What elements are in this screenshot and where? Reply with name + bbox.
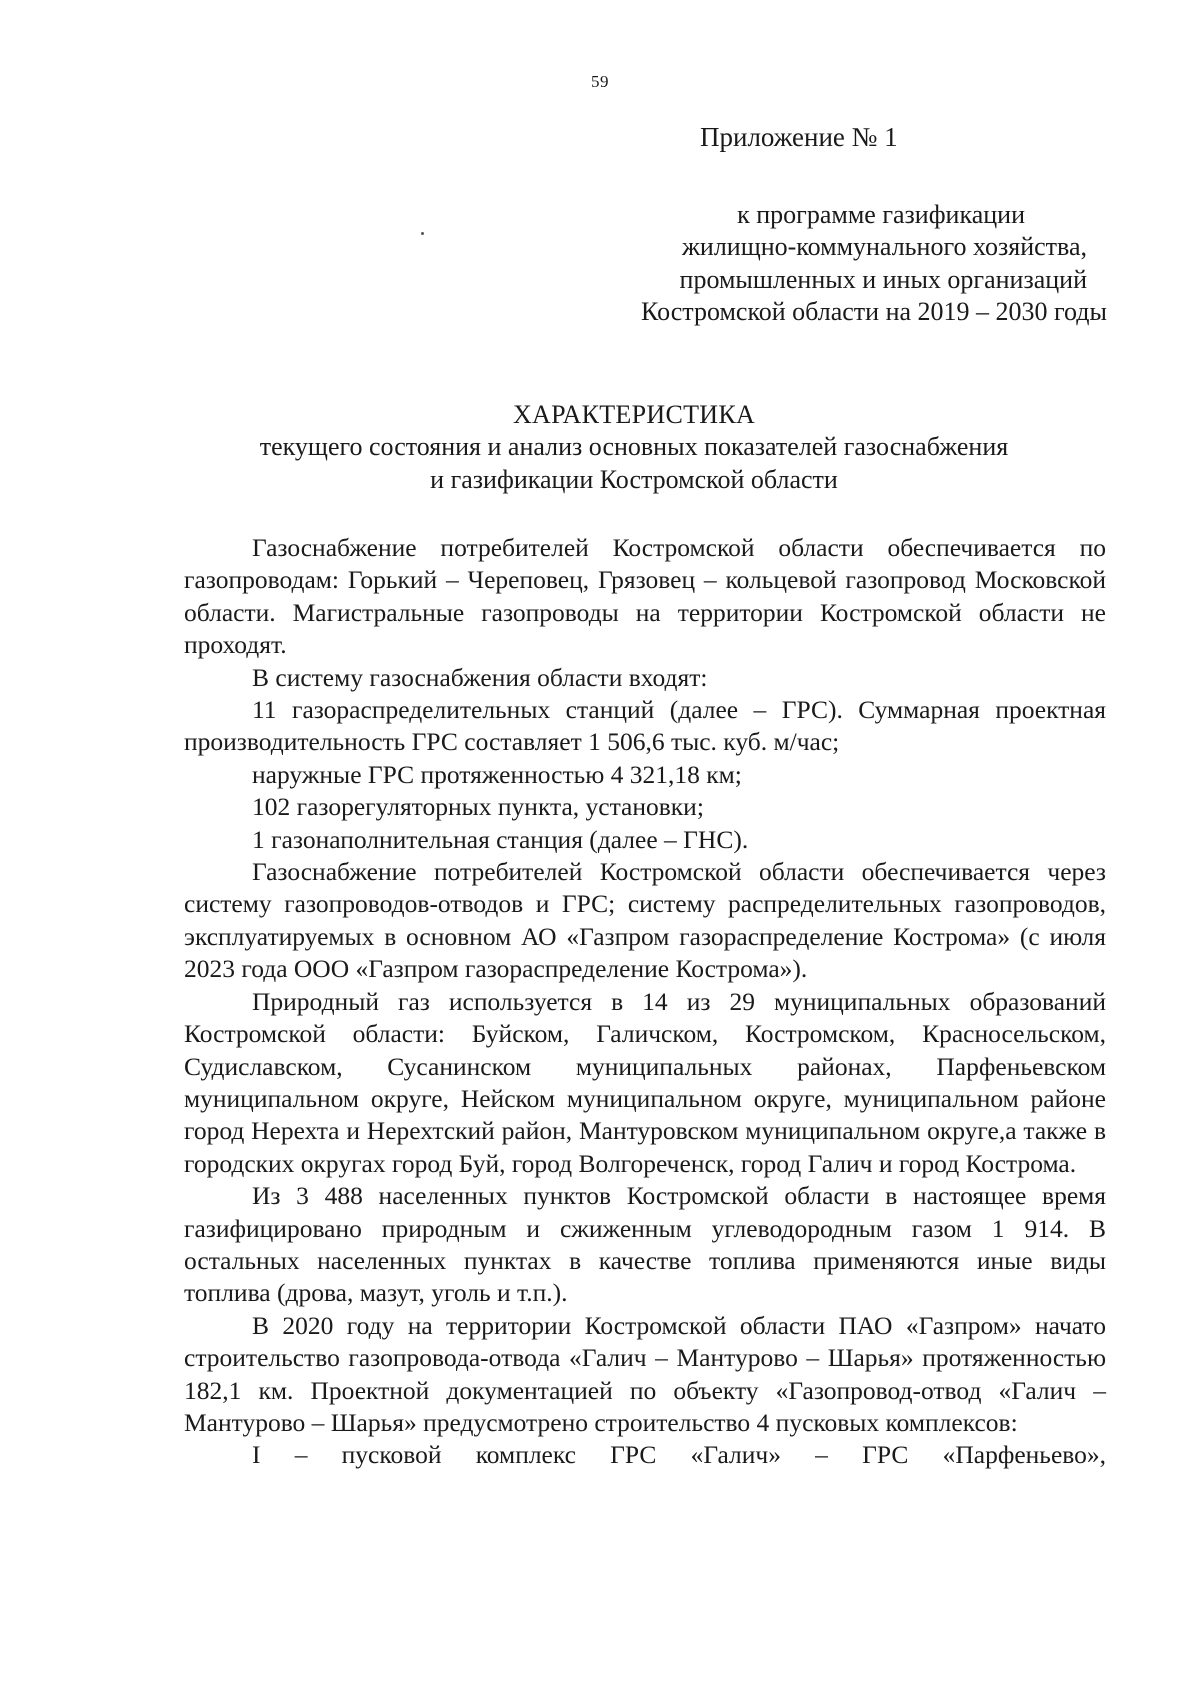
appendix-line: жилищно-коммунального хозяйства, (681, 232, 1087, 262)
paragraph: В систему газоснабжения области входят: (252, 662, 708, 692)
heading-title: ХАРАКТЕРИСТИКА (512, 400, 756, 429)
paragraph: 1 газонаполнительная станция (далее – ГНС). (252, 824, 749, 854)
appendix-title: Приложение № 1 (700, 122, 898, 152)
scan-speck (421, 232, 424, 235)
heading-subtitle-line: и газификации Костромской области (430, 464, 838, 494)
heading-subtitle-line: текущего состояния и анализ основных показателей газоснабжения (259, 432, 1009, 462)
paragraph: Газоснабжение потребителей Костромской области обеспечивается через систему газопроводов-отводов и ГРС; систему распределительных газопроводов, эксплуатируемых в основном АО «Газпром газораспределение Кострома» (с июля 2023 года ООО «Газпром газораспределение Кострома»). (184, 857, 1106, 984)
appendix-reference (487, 199, 1107, 328)
paragraph: наружные ГРС протяженностью 4 321,18 км; (252, 759, 742, 789)
paragraph: Природный газ используется в 14 из 29 муниципальных образований Костромской области: Буйском, Галичском, Костромском, Красносельском, Судиславском, Сусанинском муниципальных районах, Парфеньевском муниципальном округе, Нейском муниципальном округе, муниципальном районе город Нерехта и Нерехтский район, Мантуровском муниципальном округе,а также в городских округах город Буй, город Волгореченск, город Галич и город Кострома. (184, 986, 1106, 1178)
paragraph: I – пусковой комплекс ГРС «Галич» – ГРС «Парфеньево», (252, 1440, 1106, 1470)
document-heading (180, 399, 1088, 496)
appendix-line: Костромской области на 2019 – 2030 годы (641, 297, 1107, 327)
paragraph: В 2020 году на территории Костромской области ПАО «Газпром» начато строительство газопровода-отвода «Галич – Мантурово – Шарья» протяженностью 182,1 км. Проектной документацией по объекту «Газопровод-отвод «Галич – Мантурово – Шарья» предусмотрено строительство 4 пусковых комплексов: (184, 1310, 1106, 1437)
appendix-line: к программе газификации (737, 200, 1025, 229)
appendix-line: промышленных и иных организаций (679, 264, 1087, 294)
paragraph: Из 3 488 населенных пунктов Костромской области в настоящее время газифицировано природным и сжиженным углеводородным газом 1 914. В остальных населенных пунктах в качестве топлива применяются иные виды топлива (дрова, мазут, уголь и т.п.). (184, 1181, 1106, 1308)
paragraph: 11 газораспределительных станций (далее – ГРС). Суммарная проектная производительность ГРС составляет 1 506,6 тыс. куб. м/час; (184, 695, 1106, 757)
paragraph: Газоснабжение потребителей Костромской области обеспечивается по газопроводам: Горький – Череповец, Грязовец – кольцевой газопровод Московской области. Магистральные газопроводы на территории Костромской области не проходят. (184, 533, 1106, 660)
body-text (184, 532, 1106, 1472)
page-number: 59 (591, 72, 609, 91)
paragraph: 102 газорегуляторных пункта, установки; (252, 792, 704, 822)
